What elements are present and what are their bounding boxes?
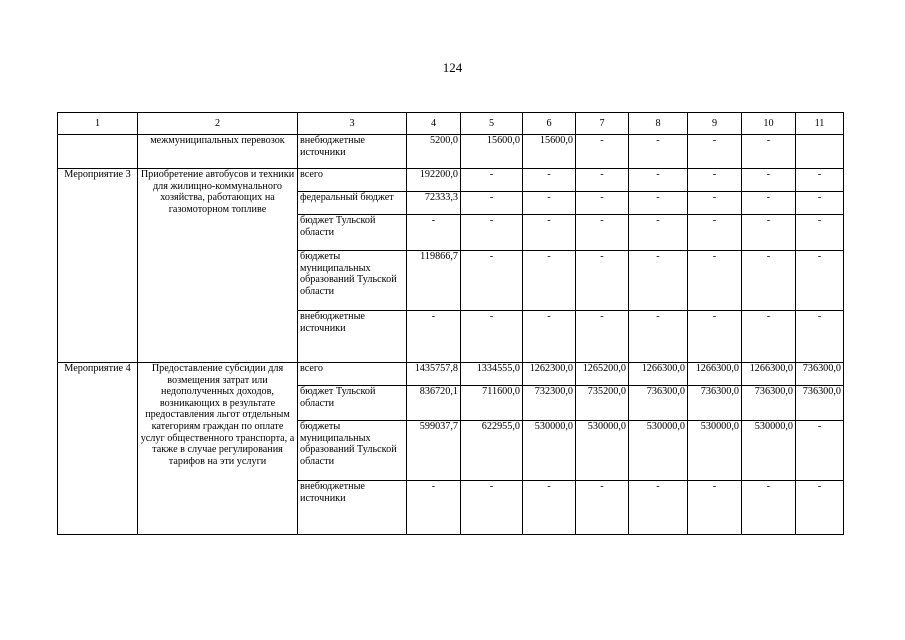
value-cell: - (796, 311, 844, 363)
measure-cell (58, 135, 138, 169)
value-cell: - (629, 215, 688, 251)
value-cell: 736300,0 (742, 386, 796, 421)
header-cell: 9 (688, 113, 742, 135)
value-cell: - (796, 215, 844, 251)
value-cell: - (742, 481, 796, 535)
value-cell (796, 135, 844, 169)
value-cell: - (629, 192, 688, 215)
value-cell: - (629, 135, 688, 169)
header-cell: 4 (407, 113, 461, 135)
value-cell: 5200,0 (407, 135, 461, 169)
value-cell: - (742, 169, 796, 192)
value-cell: - (688, 135, 742, 169)
value-cell: - (523, 481, 576, 535)
header-cell: 2 (138, 113, 298, 135)
value-cell: - (461, 215, 523, 251)
header-cell: 6 (523, 113, 576, 135)
value-cell: - (461, 169, 523, 192)
value-cell: 736300,0 (796, 363, 844, 386)
value-cell: - (742, 215, 796, 251)
value-cell: 530000,0 (523, 421, 576, 481)
value-cell: - (461, 251, 523, 311)
value-cell: 1435757,8 (407, 363, 461, 386)
value-cell: 736300,0 (629, 386, 688, 421)
value-cell: - (629, 251, 688, 311)
value-cell: 1265200,0 (576, 363, 629, 386)
table-row (58, 169, 844, 192)
value-cell: - (407, 215, 461, 251)
funding-source: внебюджетные источники (298, 481, 407, 535)
value-cell: - (523, 311, 576, 363)
table-row (58, 135, 844, 169)
value-cell: - (796, 192, 844, 215)
funding-source: внебюджетные источники (298, 135, 407, 169)
header-cell: 11 (796, 113, 844, 135)
value-cell: - (407, 481, 461, 535)
value-cell: - (576, 192, 629, 215)
value-cell: - (688, 251, 742, 311)
value-cell: - (742, 311, 796, 363)
value-cell: 732300,0 (523, 386, 576, 421)
value-cell: 119866,7 (407, 251, 461, 311)
value-cell: 622955,0 (461, 421, 523, 481)
value-cell: 1334555,0 (461, 363, 523, 386)
header-cell: 7 (576, 113, 629, 135)
header-cell: 1 (58, 113, 138, 135)
value-cell: 72333,3 (407, 192, 461, 215)
measure-label: Мероприятие 4 (58, 363, 138, 535)
funding-source: всего (298, 169, 407, 192)
value-cell: 1266300,0 (688, 363, 742, 386)
funding-source: бюджет Тульской области (298, 215, 407, 251)
measure-description: Приобретение автобусов и техники для жилищно-коммунального хозяйства, работающих на газомоторном топливе (138, 169, 298, 363)
value-cell: 599037,7 (407, 421, 461, 481)
value-cell: - (461, 311, 523, 363)
page-number: 124 (442, 60, 463, 75)
value-cell: 736300,0 (688, 386, 742, 421)
value-cell: 530000,0 (576, 421, 629, 481)
value-cell: - (461, 481, 523, 535)
funding-source: внебюджетные источники (298, 311, 407, 363)
value-cell: - (407, 311, 461, 363)
header-cell: 5 (461, 113, 523, 135)
value-cell: - (742, 192, 796, 215)
value-cell: - (796, 169, 844, 192)
value-cell: - (629, 311, 688, 363)
value-cell: 735200,0 (576, 386, 629, 421)
value-cell: 15600,0 (523, 135, 576, 169)
value-cell: - (688, 169, 742, 192)
value-cell: 530000,0 (742, 421, 796, 481)
value-cell: 1262300,0 (523, 363, 576, 386)
value-cell: - (688, 481, 742, 535)
header-cell: 8 (629, 113, 688, 135)
value-cell: 192200,0 (407, 169, 461, 192)
value-cell: - (461, 192, 523, 215)
value-cell: - (576, 311, 629, 363)
value-cell: - (688, 192, 742, 215)
value-cell: 736300,0 (796, 386, 844, 421)
value-cell: - (523, 251, 576, 311)
value-cell: - (523, 169, 576, 192)
budget-table (57, 112, 844, 535)
measure-label: Мероприятие 3 (58, 169, 138, 363)
value-cell: 711600,0 (461, 386, 523, 421)
value-cell: - (576, 251, 629, 311)
value-cell: - (796, 251, 844, 311)
value-cell: - (523, 215, 576, 251)
description-cell: межмуниципальных перевозок (138, 135, 298, 169)
header-row (58, 113, 844, 135)
value-cell: - (688, 215, 742, 251)
value-cell: - (796, 481, 844, 535)
measure-description: Предоставление субсидии для возмещения затрат или недополученных доходов, возникающих в результате предоставления льгот отдельным категориям граждан по оплате услуг общественного транспорта, а также в случае регулирования тарифов на эти услуги (138, 363, 298, 535)
value-cell: 530000,0 (629, 421, 688, 481)
value-cell: 15600,0 (461, 135, 523, 169)
value-cell: - (796, 421, 844, 481)
value-cell: - (576, 135, 629, 169)
value-cell: - (688, 311, 742, 363)
value-cell: 1266300,0 (629, 363, 688, 386)
funding-source: бюджеты муниципальных образований Тульской области (298, 251, 407, 311)
value-cell: - (576, 169, 629, 192)
value-cell: 530000,0 (688, 421, 742, 481)
value-cell: - (742, 135, 796, 169)
funding-source: всего (298, 363, 407, 386)
value-cell: - (629, 169, 688, 192)
value-cell: - (742, 251, 796, 311)
header-cell: 10 (742, 113, 796, 135)
table-row (58, 363, 844, 386)
value-cell: 836720,1 (407, 386, 461, 421)
funding-source: бюджеты муниципальных образований Тульской области (298, 421, 407, 481)
value-cell: 1266300,0 (742, 363, 796, 386)
value-cell: - (629, 481, 688, 535)
funding-source: бюджет Тульской области (298, 386, 407, 421)
value-cell: - (576, 215, 629, 251)
header-cell: 3 (298, 113, 407, 135)
value-cell: - (523, 192, 576, 215)
value-cell: - (576, 481, 629, 535)
funding-source: федеральный бюджет (298, 192, 407, 215)
